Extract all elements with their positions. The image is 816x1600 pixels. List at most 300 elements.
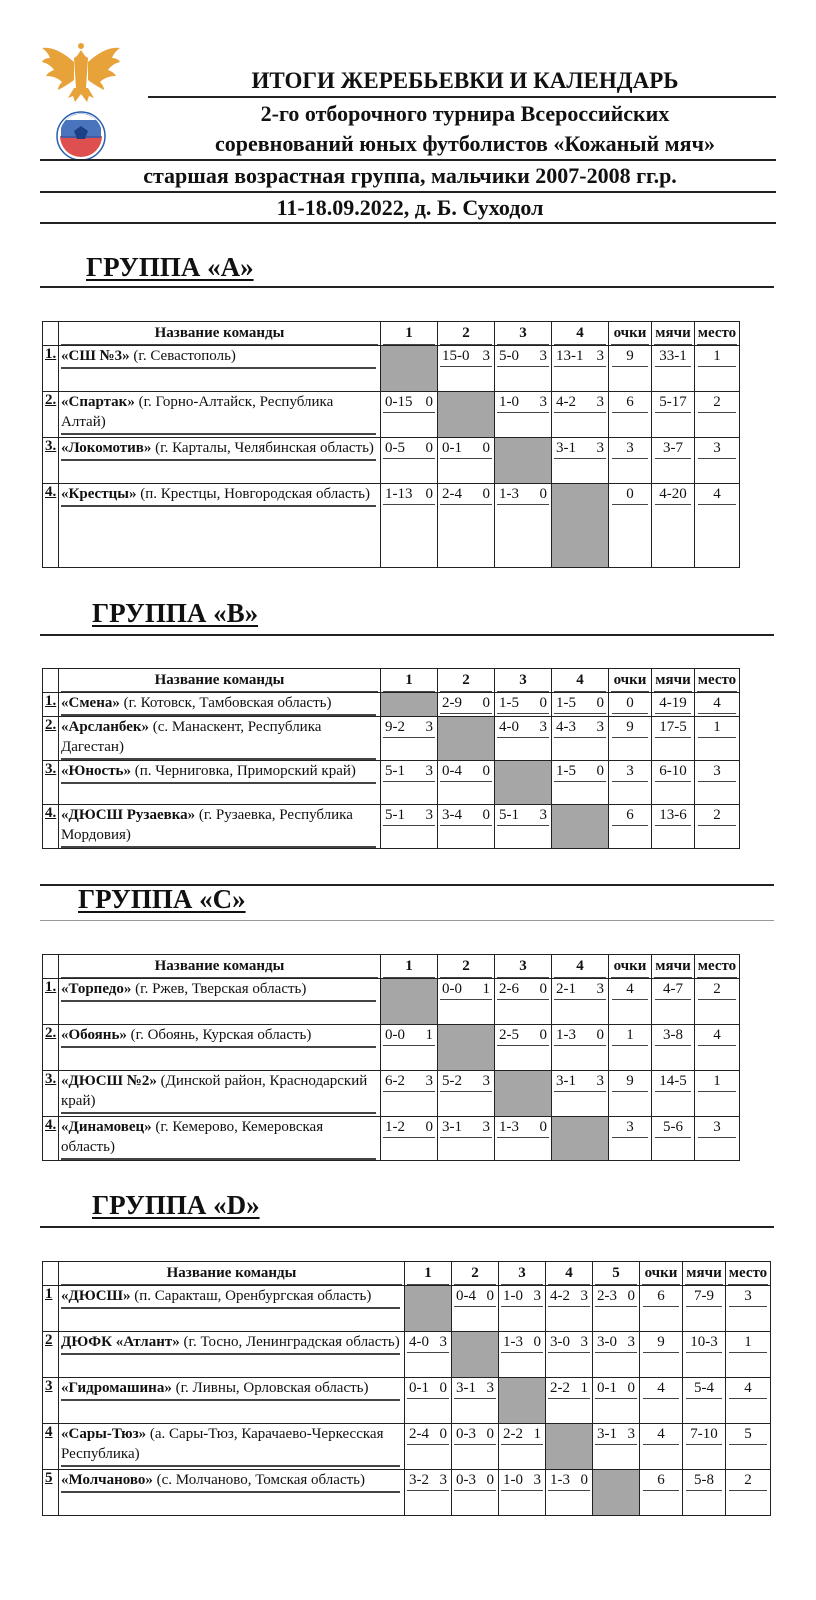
match-points: 3 [425, 719, 433, 735]
team-points-cell [640, 1332, 683, 1378]
match-result [383, 761, 435, 782]
team-place: 4 [698, 1025, 736, 1046]
team-name: ДЮФК «Атлант» [61, 1334, 180, 1350]
header-goals-label: мячи [654, 955, 692, 978]
team-location: (г. Котовск, Тамбовская область) [119, 695, 332, 711]
team-name-cell [59, 1424, 405, 1470]
header-opponent-label: 3 [497, 322, 549, 345]
match-points: 0 [533, 1334, 541, 1350]
self-match-cell [593, 1470, 640, 1516]
team-points-cell [640, 1470, 683, 1516]
header-opponent-label: 2 [440, 669, 492, 692]
match-score: 0-3 [456, 1472, 476, 1488]
team-location: (г. Севастополь) [129, 348, 236, 364]
team-place: 2 [698, 392, 736, 413]
team-number [43, 761, 59, 805]
match-points: 0 [539, 981, 547, 997]
team-name: «Арсланбек» [61, 719, 149, 735]
header-place [695, 955, 740, 979]
match-points: 3 [539, 394, 547, 410]
match-points: 3 [580, 1288, 588, 1304]
team-points-cell [609, 761, 652, 805]
match-result-cell [438, 805, 495, 849]
team-goals-cell [683, 1378, 726, 1424]
match-points: 0 [596, 1027, 604, 1043]
header-opponent-label: 4 [554, 669, 606, 692]
team-name-wrapper [61, 1286, 400, 1309]
team-goals-cell [683, 1332, 726, 1378]
header-opponent-column [552, 669, 609, 693]
team-goals-cell [683, 1470, 726, 1516]
team-name-cell [59, 484, 381, 568]
team-place-cell [695, 1117, 740, 1161]
match-score: 5-0 [499, 348, 519, 364]
team-goals-cell [652, 805, 695, 849]
team-location: (г. Ливны, Орловская область) [171, 1380, 369, 1396]
table-row [43, 1470, 771, 1516]
match-points: 3 [533, 1472, 541, 1488]
team-place: 3 [698, 1117, 736, 1138]
match-score: 0-3 [456, 1426, 476, 1442]
match-points: 3 [596, 719, 604, 735]
team-place: 3 [698, 761, 736, 782]
match-points: 3 [482, 1073, 490, 1089]
team-location: (Динской район, Краснодарский край) [61, 1073, 368, 1109]
header-points-label: очки [611, 669, 649, 692]
match-score: 3-1 [597, 1426, 617, 1442]
team-goals-cell [652, 717, 695, 761]
match-result-cell [552, 1025, 609, 1071]
team-name-wrapper [61, 979, 376, 1002]
team-name: «ДЮСШ» [61, 1288, 131, 1304]
match-result-cell [552, 1071, 609, 1117]
match-points: 0 [596, 763, 604, 779]
team-number-label: 3. [45, 761, 57, 777]
team-number-label: 3. [45, 1071, 57, 1087]
header-team-label: Название команды [61, 322, 378, 345]
match-result-cell [593, 1286, 640, 1332]
match-result-cell [438, 346, 495, 392]
team-name-cell [59, 346, 381, 392]
header-number-cell [43, 669, 59, 693]
match-result [383, 438, 435, 459]
team-points: 9 [612, 1071, 648, 1092]
header-opponent-column [381, 669, 438, 693]
table-header-row [43, 955, 740, 979]
match-score: 2-6 [499, 981, 519, 997]
team-name: «Крестцы» [61, 486, 137, 502]
match-result [554, 1071, 606, 1092]
match-result [383, 717, 435, 738]
match-score: 0-0 [385, 1027, 405, 1043]
self-match-cell [438, 717, 495, 761]
match-points: 3 [539, 807, 547, 823]
group-title-divider [40, 634, 774, 636]
match-result-cell [546, 1332, 593, 1378]
group-title: ГРУППА «А» [86, 252, 254, 282]
group-title-divider [40, 920, 774, 921]
team-number [43, 484, 59, 568]
match-score: 3-4 [442, 807, 462, 823]
match-points: 3 [486, 1380, 494, 1396]
team-location: (п. Саракташ, Оренбургская область) [130, 1288, 372, 1304]
self-match-cell [495, 438, 552, 484]
header-place-label: место [728, 1262, 768, 1285]
team-points-cell [609, 392, 652, 438]
match-score: 2-1 [556, 981, 576, 997]
match-result [554, 761, 606, 782]
match-points: 0 [482, 486, 490, 502]
team-number-label: 3 [45, 1378, 53, 1394]
team-points-cell [609, 979, 652, 1025]
team-points-cell [609, 1117, 652, 1161]
header-team-label: Название команды [61, 955, 378, 978]
match-result-cell [552, 438, 609, 484]
match-points: 3 [439, 1334, 447, 1350]
match-result-cell [552, 346, 609, 392]
match-result [554, 979, 606, 1000]
match-result [383, 1117, 435, 1138]
team-place-cell [695, 346, 740, 392]
team-number-label: 4 [45, 1424, 53, 1440]
team-points: 0 [612, 693, 648, 714]
team-name-cell [59, 1071, 381, 1117]
match-result [554, 1025, 606, 1046]
match-result [554, 392, 606, 413]
team-place-cell [695, 979, 740, 1025]
team-points: 6 [643, 1286, 679, 1307]
team-location: (п. Черниговка, Приморский край) [131, 763, 356, 779]
header-goals-label: мячи [685, 1262, 723, 1285]
header-opponent-column [381, 955, 438, 979]
header-team-name [59, 1262, 405, 1286]
dates-place-line: 11-18.09.2022, д. Б. Суходол [276, 195, 544, 220]
team-points: 3 [612, 1117, 648, 1138]
self-match-cell [381, 693, 438, 717]
header-points-label: очки [611, 955, 649, 978]
match-score: 4-2 [550, 1288, 570, 1304]
match-result [454, 1378, 496, 1399]
header-opponent-column [495, 955, 552, 979]
match-score: 13-1 [556, 348, 584, 364]
match-result [554, 717, 606, 738]
header-opponent-column [499, 1262, 546, 1286]
table-row [43, 693, 740, 717]
match-result-cell [593, 1332, 640, 1378]
match-score: 1-3 [499, 486, 519, 502]
team-points: 6 [643, 1470, 679, 1491]
match-result-cell [499, 1332, 546, 1378]
table-row [43, 1286, 771, 1332]
team-goals: 33-1 [655, 346, 691, 367]
team-goals-cell [652, 693, 695, 717]
team-number [43, 1286, 59, 1332]
team-goals: 4-7 [655, 979, 691, 1000]
match-result-cell [593, 1378, 640, 1424]
match-result [383, 805, 435, 826]
header-opponent-column [495, 322, 552, 346]
group-standings-table [42, 668, 740, 849]
team-name-wrapper [61, 1378, 400, 1401]
match-points: 3 [580, 1334, 588, 1350]
match-result [497, 1117, 549, 1138]
table-row [43, 805, 740, 849]
russian-football-union-emblem-icon [40, 36, 122, 164]
match-score: 0-1 [409, 1380, 429, 1396]
team-name-wrapper [61, 1332, 400, 1355]
match-points: 3 [596, 348, 604, 364]
header-opponent-column [438, 322, 495, 346]
table-header-row [43, 1262, 771, 1286]
team-location: (с. Молчаново, Томская область) [152, 1472, 365, 1488]
match-result [440, 438, 492, 459]
header-opponent-label: 4 [554, 322, 606, 345]
header-goals [652, 955, 695, 979]
team-number [43, 1332, 59, 1378]
header-opponent-label: 4 [548, 1262, 590, 1285]
match-result [554, 693, 606, 714]
team-number [43, 1424, 59, 1470]
match-result-cell [495, 1117, 552, 1161]
header-team-name [59, 955, 381, 979]
team-goals-cell [652, 1117, 695, 1161]
team-name-wrapper [61, 438, 376, 461]
header-opponent-label: 1 [407, 1262, 449, 1285]
match-result [548, 1470, 590, 1491]
table-row [43, 717, 740, 761]
team-number [43, 1071, 59, 1117]
match-score: 1-3 [550, 1472, 570, 1488]
team-number [43, 693, 59, 717]
match-points: 0 [482, 807, 490, 823]
subtitle-divider [40, 159, 776, 161]
header-points [609, 322, 652, 346]
match-result-cell [452, 1286, 499, 1332]
match-result-cell [438, 438, 495, 484]
header-opponent-column [593, 1262, 640, 1286]
match-score: 1-3 [503, 1334, 523, 1350]
match-result-cell [546, 1286, 593, 1332]
match-points: 1 [425, 1027, 433, 1043]
match-result [501, 1424, 543, 1445]
team-name-wrapper [61, 1470, 400, 1493]
team-name: «СШ №3» [61, 348, 130, 364]
group-title: ГРУППА «В» [92, 598, 259, 628]
match-score: 2-4 [409, 1426, 429, 1442]
match-result-cell [381, 438, 438, 484]
header-opponent-label: 2 [454, 1262, 496, 1285]
team-place: 3 [698, 438, 736, 459]
match-result-cell [552, 717, 609, 761]
self-match-cell [452, 1332, 499, 1378]
match-points: 0 [627, 1380, 635, 1396]
team-place-cell [695, 761, 740, 805]
team-name-cell [59, 1117, 381, 1161]
table-row [43, 1025, 740, 1071]
subtitle-line-1: 2-го отборочного турнира Всероссийских [260, 101, 670, 126]
match-result [554, 346, 606, 367]
self-match-cell [552, 1117, 609, 1161]
match-result [383, 1025, 435, 1046]
team-points-cell [640, 1286, 683, 1332]
match-score: 0-1 [442, 440, 462, 456]
match-points: 0 [486, 1426, 494, 1442]
header-opponent-label: 5 [595, 1262, 637, 1285]
group-title-divider [40, 286, 774, 288]
team-points: 6 [612, 805, 648, 826]
match-points: 0 [425, 394, 433, 410]
match-result-cell [438, 1071, 495, 1117]
team-points: 6 [612, 392, 648, 413]
team-goals: 6-10 [655, 761, 691, 782]
header-opponent-column [452, 1262, 499, 1286]
team-number [43, 1117, 59, 1161]
team-number [43, 392, 59, 438]
team-points: 1 [612, 1025, 648, 1046]
header-points [609, 955, 652, 979]
match-result-cell [552, 761, 609, 805]
match-result-cell [552, 979, 609, 1025]
team-goals-cell [652, 761, 695, 805]
match-result [454, 1424, 496, 1445]
header-goals-label: мячи [654, 669, 692, 692]
team-goals: 13-6 [655, 805, 691, 826]
match-result [440, 484, 492, 505]
team-goals: 3-7 [655, 438, 691, 459]
header-opponent-column [438, 955, 495, 979]
match-score: 9-2 [385, 719, 405, 735]
self-match-cell [552, 484, 609, 568]
group-title-divider [40, 1226, 774, 1228]
match-result [497, 392, 549, 413]
team-name-wrapper [61, 1025, 376, 1048]
match-score: 3-0 [597, 1334, 617, 1350]
team-goals: 3-8 [655, 1025, 691, 1046]
header-goals-label: мячи [654, 322, 692, 345]
team-points: 4 [643, 1424, 679, 1445]
match-points: 3 [596, 981, 604, 997]
match-points: 0 [539, 695, 547, 711]
team-points-cell [609, 717, 652, 761]
match-score: 2-2 [503, 1426, 523, 1442]
match-points: 3 [596, 1073, 604, 1089]
header-team-name [59, 669, 381, 693]
team-name: «Молчаново» [61, 1472, 153, 1488]
self-match-cell [381, 979, 438, 1025]
team-place-cell [726, 1378, 771, 1424]
team-number-label: 3. [45, 438, 57, 454]
match-result [407, 1378, 449, 1399]
team-location: (г. Горно-Алтайск, Республика Алтай) [61, 394, 334, 430]
table-row [43, 438, 740, 484]
match-result [595, 1378, 637, 1399]
match-score: 0-4 [456, 1288, 476, 1304]
table-row [43, 346, 740, 392]
team-name: «Спартак» [61, 394, 135, 410]
team-points: 9 [612, 717, 648, 738]
match-result [454, 1286, 496, 1307]
match-points: 0 [596, 695, 604, 711]
match-points: 0 [482, 695, 490, 711]
match-score: 2-5 [499, 1027, 519, 1043]
match-points: 3 [627, 1334, 635, 1350]
team-place: 3 [729, 1286, 767, 1307]
age-group-divider [40, 191, 776, 193]
team-goals-cell [652, 979, 695, 1025]
match-score: 3-1 [556, 440, 576, 456]
team-number-label: 5 [45, 1470, 53, 1486]
team-place: 4 [729, 1378, 767, 1399]
team-place-cell [695, 805, 740, 849]
match-result-cell [381, 717, 438, 761]
team-name: «Гидромашина» [61, 1380, 172, 1396]
team-place-cell [726, 1286, 771, 1332]
team-number-label: 2. [45, 1025, 57, 1041]
team-place-cell [695, 693, 740, 717]
team-place: 1 [698, 717, 736, 738]
match-result-cell [381, 392, 438, 438]
match-result-cell [452, 1470, 499, 1516]
group-title: ГРУППА «С» [78, 884, 246, 914]
header-place [695, 322, 740, 346]
match-score: 3-2 [409, 1472, 429, 1488]
team-place: 4 [698, 693, 736, 714]
team-place-cell [695, 438, 740, 484]
team-name: «Локомотив» [61, 440, 152, 456]
match-score: 0-0 [442, 981, 462, 997]
match-result [440, 1071, 492, 1092]
team-name: «Сары-Тюз» [61, 1426, 147, 1442]
table-row [43, 1424, 771, 1470]
team-place: 5 [729, 1424, 767, 1445]
match-score: 4-3 [556, 719, 576, 735]
match-score: 6-2 [385, 1073, 405, 1089]
header-opponent-label: 1 [383, 955, 435, 978]
group-standings-table [42, 321, 740, 568]
team-name-cell [59, 805, 381, 849]
match-score: 0-4 [442, 763, 462, 779]
team-name-cell [59, 1378, 405, 1424]
team-name: «Торпедо» [61, 981, 132, 997]
match-points: 0 [539, 1027, 547, 1043]
header-opponent-label: 3 [497, 955, 549, 978]
team-name-wrapper [61, 693, 376, 716]
match-result [497, 717, 549, 738]
team-place: 1 [698, 346, 736, 367]
team-place-cell [695, 1025, 740, 1071]
team-points-cell [609, 1071, 652, 1117]
match-score: 5-2 [442, 1073, 462, 1089]
team-name-wrapper [61, 484, 376, 507]
header-place [726, 1262, 771, 1286]
match-result-cell [381, 1025, 438, 1071]
match-result [440, 979, 492, 1000]
header-goals [652, 669, 695, 693]
team-points-cell [609, 484, 652, 568]
match-result-cell [495, 1025, 552, 1071]
match-result [497, 346, 549, 367]
match-result [501, 1470, 543, 1491]
match-result-cell [438, 1117, 495, 1161]
match-points: 3 [539, 348, 547, 364]
self-match-cell [438, 392, 495, 438]
header-opponent-label: 1 [383, 322, 435, 345]
match-points: 3 [439, 1472, 447, 1488]
header-place-label: место [697, 669, 737, 692]
match-points: 3 [425, 807, 433, 823]
match-result-cell [495, 979, 552, 1025]
team-goals-cell [652, 1025, 695, 1071]
